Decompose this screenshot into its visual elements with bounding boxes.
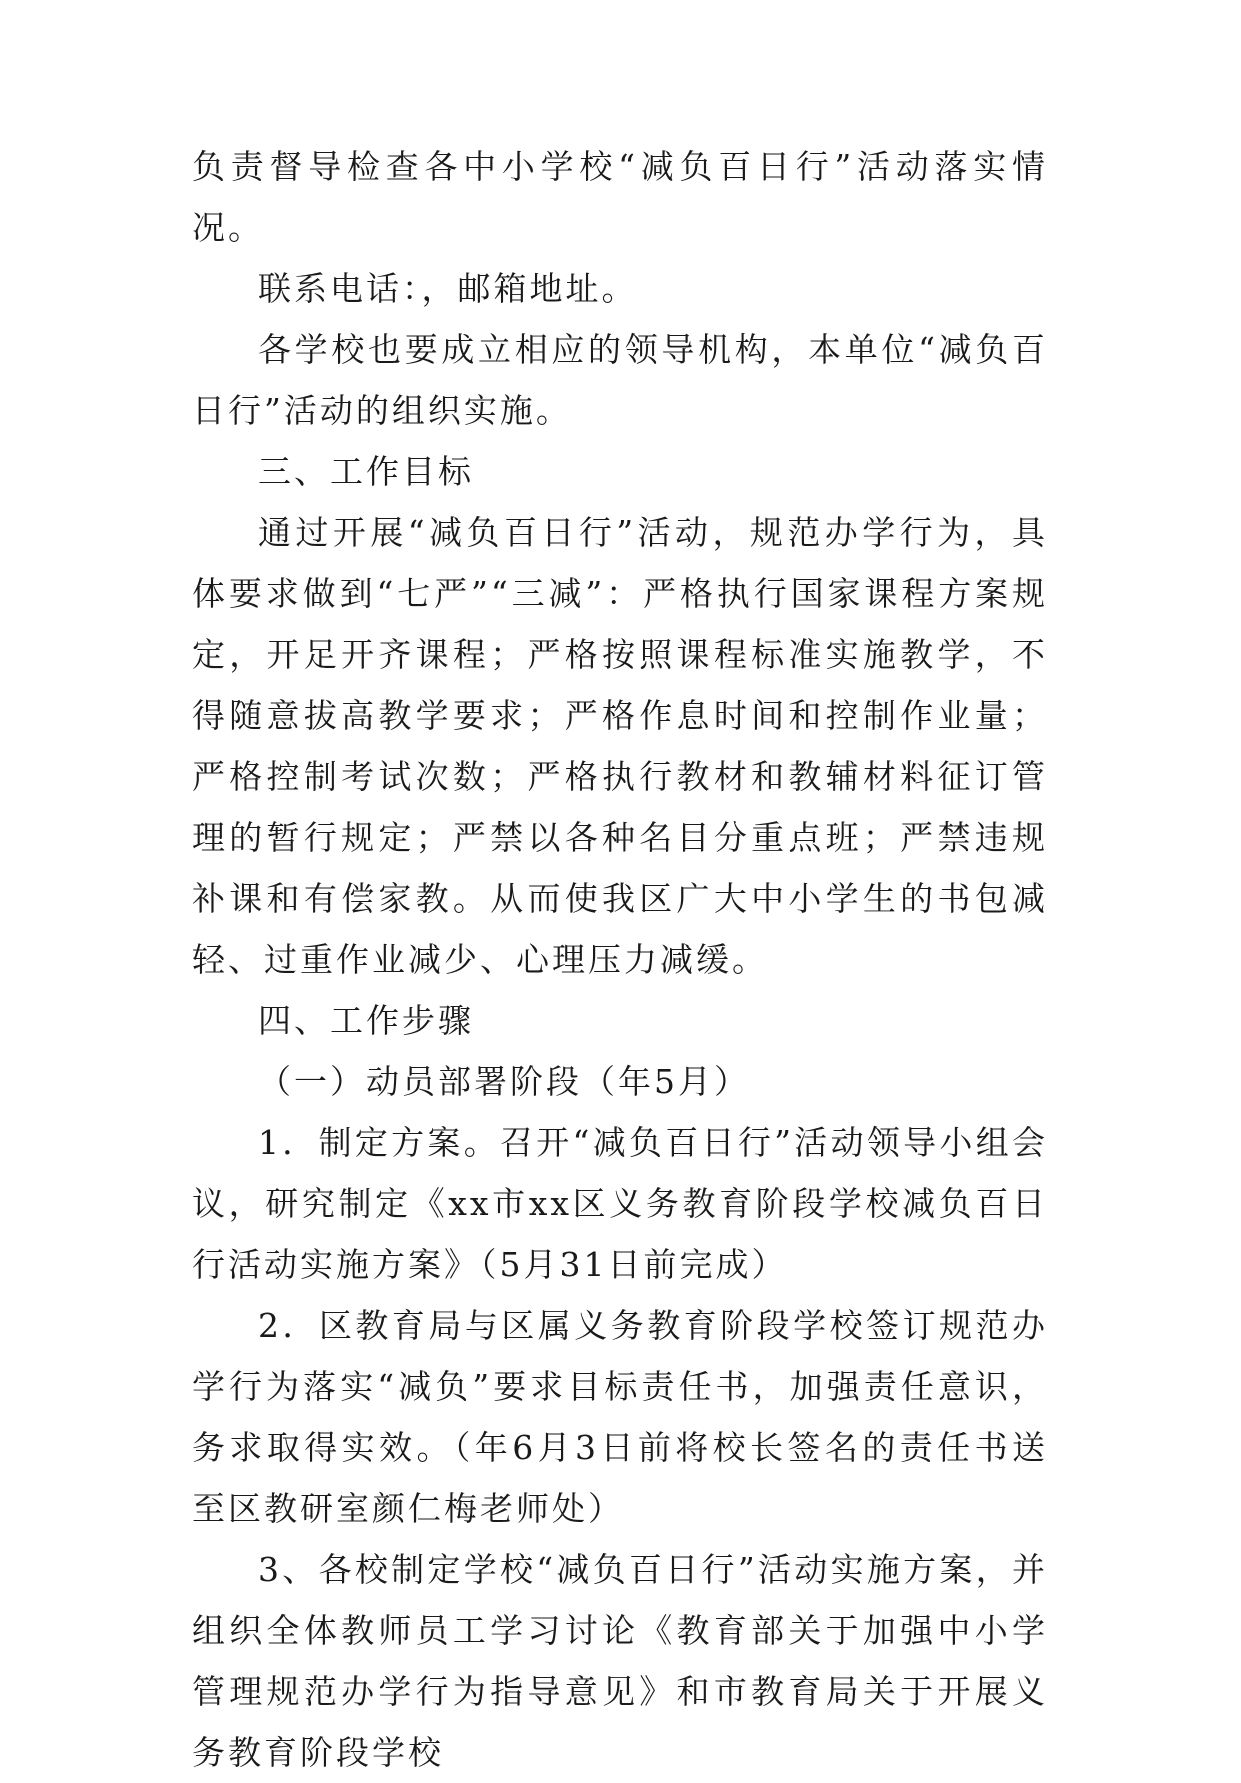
paragraph-9: 2．区教育局与区属义务教育阶段学校签订规范办学行为落实“减负”要求目标责任书，加强责任意识，务求取得实效。（年6月3日前将校长签名的责任书送至区教研室颜仁梅老师处） xyxy=(192,1306,1048,1528)
sub-heading-1: （一）动员部署阶段（年5月） xyxy=(258,1062,750,1101)
section-heading-4: 四、工作步骤 xyxy=(258,1001,474,1040)
paragraph-10: 3、各校制定学校“减负百日行”活动实施方案，并组织全体教师员工学习讨论《教育部关于加强中小学管理规范办学行为指导意见》和市教育局关于开展义务教育阶段学校 xyxy=(192,1550,1048,1772)
paragraph-2: 联系电话：，邮箱地址。 xyxy=(258,269,638,308)
document-body xyxy=(192,136,1048,1783)
paragraph-3: 各学校也要成立相应的领导机构，本单位“减负百日行”活动的组织实施。 xyxy=(192,330,1048,430)
section-heading-3: 三、工作目标 xyxy=(258,452,474,491)
paragraph-8: 1．制定方案。召开“减负百日行”活动领导小组会议，研究制定《xx市xx区义务教育阶段学校减负百日行活动实施方案》（5月31日前完成） xyxy=(192,1123,1048,1284)
paragraph-1: 负责督导检查各中小学校“减负百日行”活动落实情况。 xyxy=(192,147,1048,247)
paragraph-5: 通过开展“减负百日行”活动，规范办学行为，具体要求做到“七严”“三减”：严格执行国家课程方案规定，开足开齐课程；严格按照课程标准实施教学，不得随意拔高教学要求；严格作息时间和控制作业量；严格控制考试次数；严格执行教材和教辅材料征订管理的暂行规定；严禁以各种名目分重点班；严禁违规补课和有偿家教。从而使我区广大中小学生的书包减轻、过重作业减少、心理压力减缓。 xyxy=(192,513,1048,979)
